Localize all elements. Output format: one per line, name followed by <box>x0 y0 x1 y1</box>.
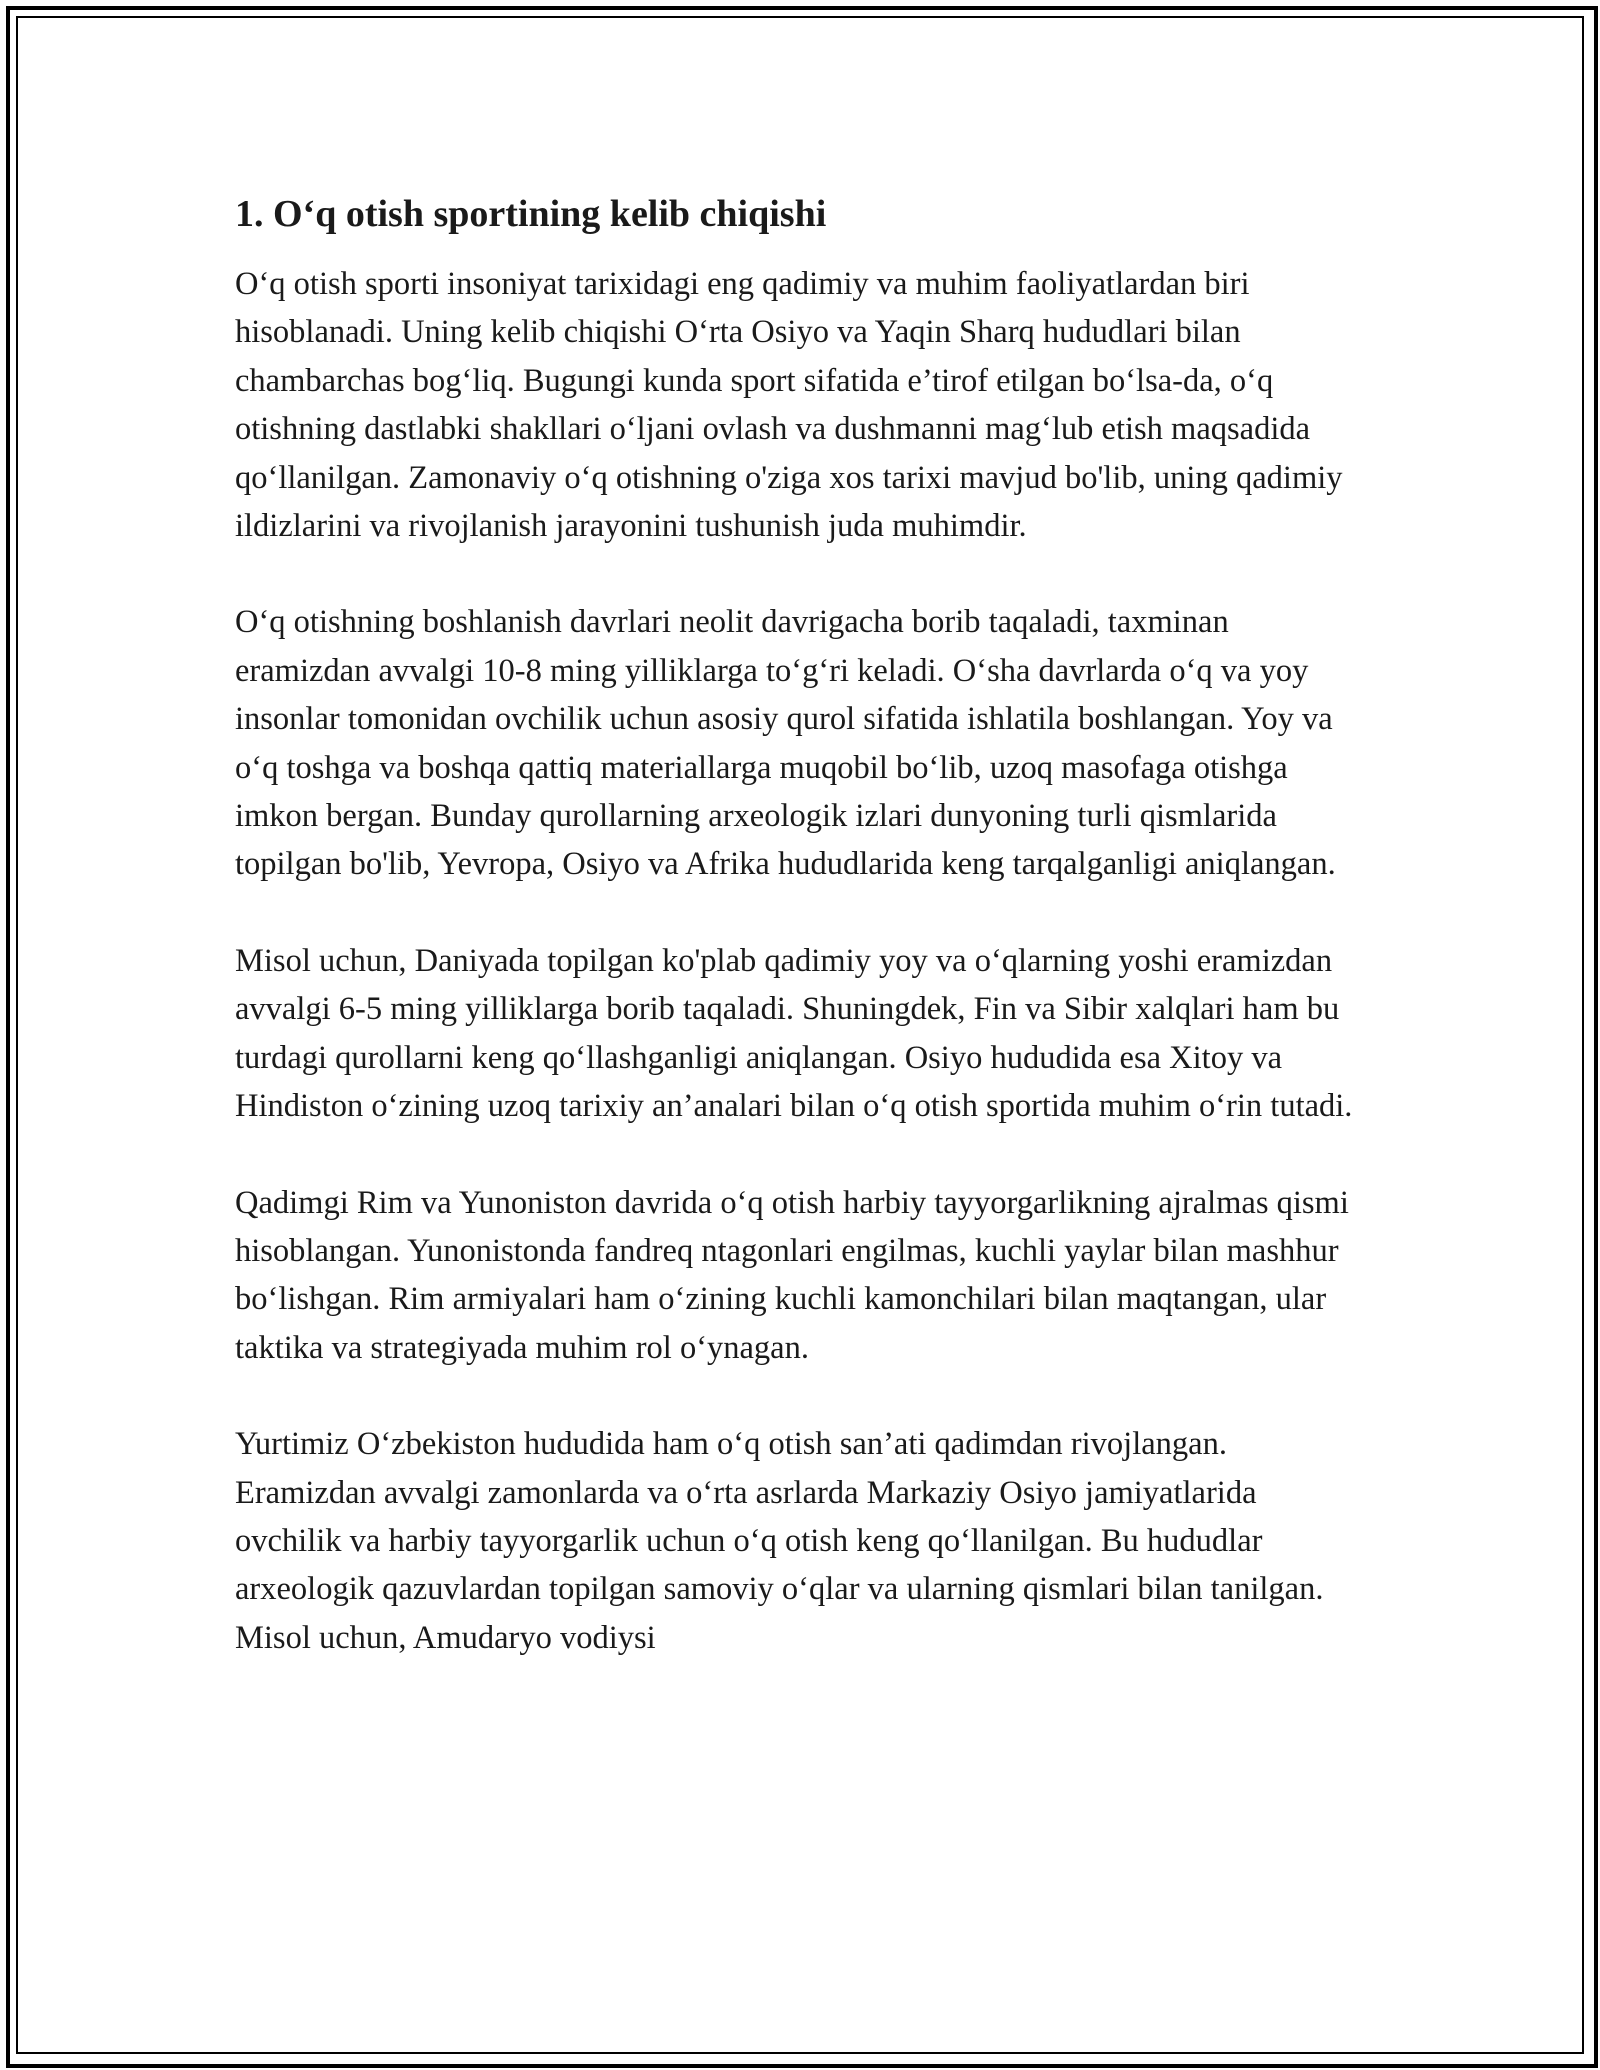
paragraph-5: Yurtimiz O‘zbekiston hududida ham o‘q otish san’ati qadimdan rivojlangan. Eramizdan avvalgi zamonlarda va o‘rta asrlarda Markaziy Osiyo jamiyatlarida ovchilik va harbiy tayyorgarlik uchun o‘q otish keng qo‘llanilgan. Bu hududlar arxeologik qazuvlardan topilgan samoviy o‘qlar va ularning qismlari bilan tanilgan. Misol uchun, Amudaryo vodiysi <box>235 1426 1324 1656</box>
document-body <box>235 186 1365 1662</box>
section-heading: 1. O‘q otish sportining kelib chiqishi <box>235 193 827 235</box>
paragraph-1: O‘q otish sporti insoniyat tarixidagi eng qadimiy va muhim faoliyatlardan biri hisoblanadi. Uning kelib chiqishi O‘rta Osiyo va Yaqin Sharq hududlari bilan chambarchas bog‘liq. Bugungi kunda sport sifatida e’tirof etilgan bo‘lsa-da, o‘q otishning dastlabki shakllari o‘ljani ovlash va dushmanni mag‘lub etish maqsadida qo‘llanilgan. Zamonaviy o‘q otishning o'ziga xos tarixi mavjud bo'lib, uning qadimiy ildizlarini va rivojlanish jarayonini tushunish juda muhimdir. <box>235 266 1343 545</box>
paragraph-2: O‘q otishning boshlanish davrlari neolit davrigacha borib taqaladi, taxminan eramizdan avvalgi 10-8 ming yilliklarga to‘g‘ri keladi. O‘sha davrlarda o‘q va yoy insonlar tomonidan ovchilik uchun asosiy qurol sifatida ishlatila boshlangan. Yoy va o‘q toshga va boshqa qattiq materiallarga muqobil bo‘lib, uzoq masofaga otishga imkon bergan. Bunday qurollarning arxeologik izlari dunyoning turli qismlarida topilgan bo'lib, Yevropa, Osiyo va Afrika hududlarida keng tarqalganligi aniqlangan. <box>235 604 1336 883</box>
paragraph-3: Misol uchun, Daniyada topilgan ko'plab qadimiy yoy va o‘qlarning yoshi eramizdan avvalgi 6-5 ming yilliklarga borib taqaladi. Shuningdek, Fin va Sibir xalqlari ham bu turdagi qurollarni keng qo‘llashganligi aniqlangan. Osiyo hududida esa Xitoy va Hindiston o‘zining uzoq tarixiy an’analari bilan o‘q otish sportida muhim o‘rin tutadi. <box>235 942 1353 1125</box>
paragraph-4: Qadimgi Rim va Yunoniston davrida o‘q otish harbiy tayyorgarlikning ajralmas qismi hisoblangan. Yunonistonda fandreq ntagonlari engilmas, kuchli yaylar bilan mashhur bo‘lishgan. Rim armiyalari ham o‘zining kuchli kamonchilari bilan maqtangan, ular taktika va strategiyada muhim rol o‘ynagan. <box>235 1184 1349 1366</box>
